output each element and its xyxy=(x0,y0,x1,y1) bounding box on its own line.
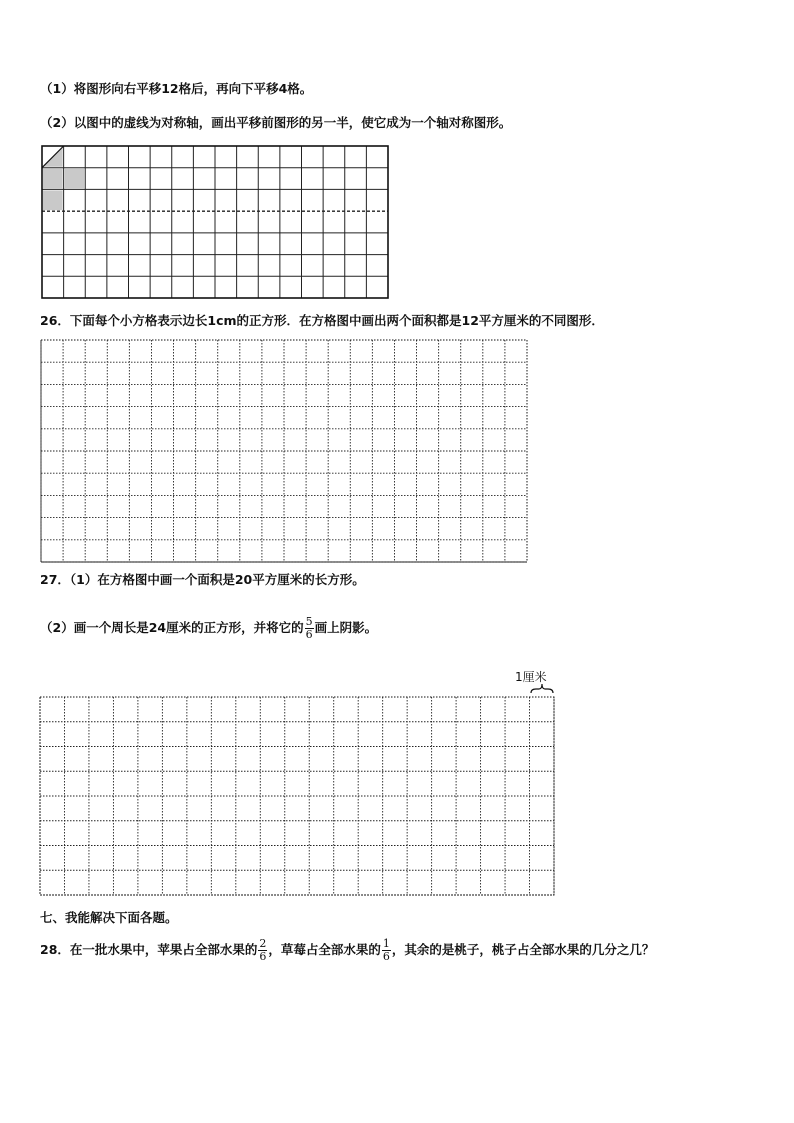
translation-grid xyxy=(42,146,388,298)
q27-part2 xyxy=(40,616,377,641)
area-grid xyxy=(41,340,527,562)
fraction-denominator: 6 xyxy=(305,628,313,641)
q27-part2-text-after: 画上阴影。 xyxy=(314,620,378,635)
fraction-numerator: 1 xyxy=(382,937,390,950)
grid-border xyxy=(40,697,554,895)
shaded-cell xyxy=(43,190,63,210)
q28-text-a: 28．在一批水果中，苹果占全部水果的 xyxy=(40,942,258,957)
section-7-title: 七、我能解决下面各题。 xyxy=(40,910,178,925)
q27-part1: 27．（1）在方格图中画一个面积是20平方厘米的长方形。 xyxy=(40,572,365,587)
fraction-two-sixths xyxy=(258,938,267,963)
scale-label: 1厘米 xyxy=(515,670,547,684)
square-grid xyxy=(40,697,554,895)
shaded-cell xyxy=(43,169,63,189)
q25-part1: （1）将图形向右平移12格后，再向下平移4格。 xyxy=(40,81,313,96)
fraction-five-sixths xyxy=(305,616,314,641)
fraction-denominator: 6 xyxy=(259,950,267,963)
shaded-cell xyxy=(65,169,85,189)
scale-brace-icon xyxy=(530,683,554,695)
fraction-numerator: 5 xyxy=(305,615,313,628)
q28-text xyxy=(40,938,654,963)
q28-text-b: ，草莓占全部水果的 xyxy=(268,942,381,957)
q26-text: 26．下面每个小方格表示边长1cm的正方形．在方格图中画出两个面积都是12平方厘米的不同图形． xyxy=(40,313,604,328)
fraction-numerator: 2 xyxy=(259,937,267,950)
q27-part2-text-before: （2）画一个周长是24厘米的正方形，并将它的 xyxy=(40,620,304,635)
q28-text-c: ，其余的是桃子，桃子占全部水果的几分之几？ xyxy=(391,942,655,957)
fraction-denominator: 6 xyxy=(382,950,390,963)
fraction-one-sixth xyxy=(382,938,391,963)
q25-part2: （2）以图中的虚线为对称轴，画出平移前图形的另一半，使它成为一个轴对称图形。 xyxy=(40,115,512,130)
